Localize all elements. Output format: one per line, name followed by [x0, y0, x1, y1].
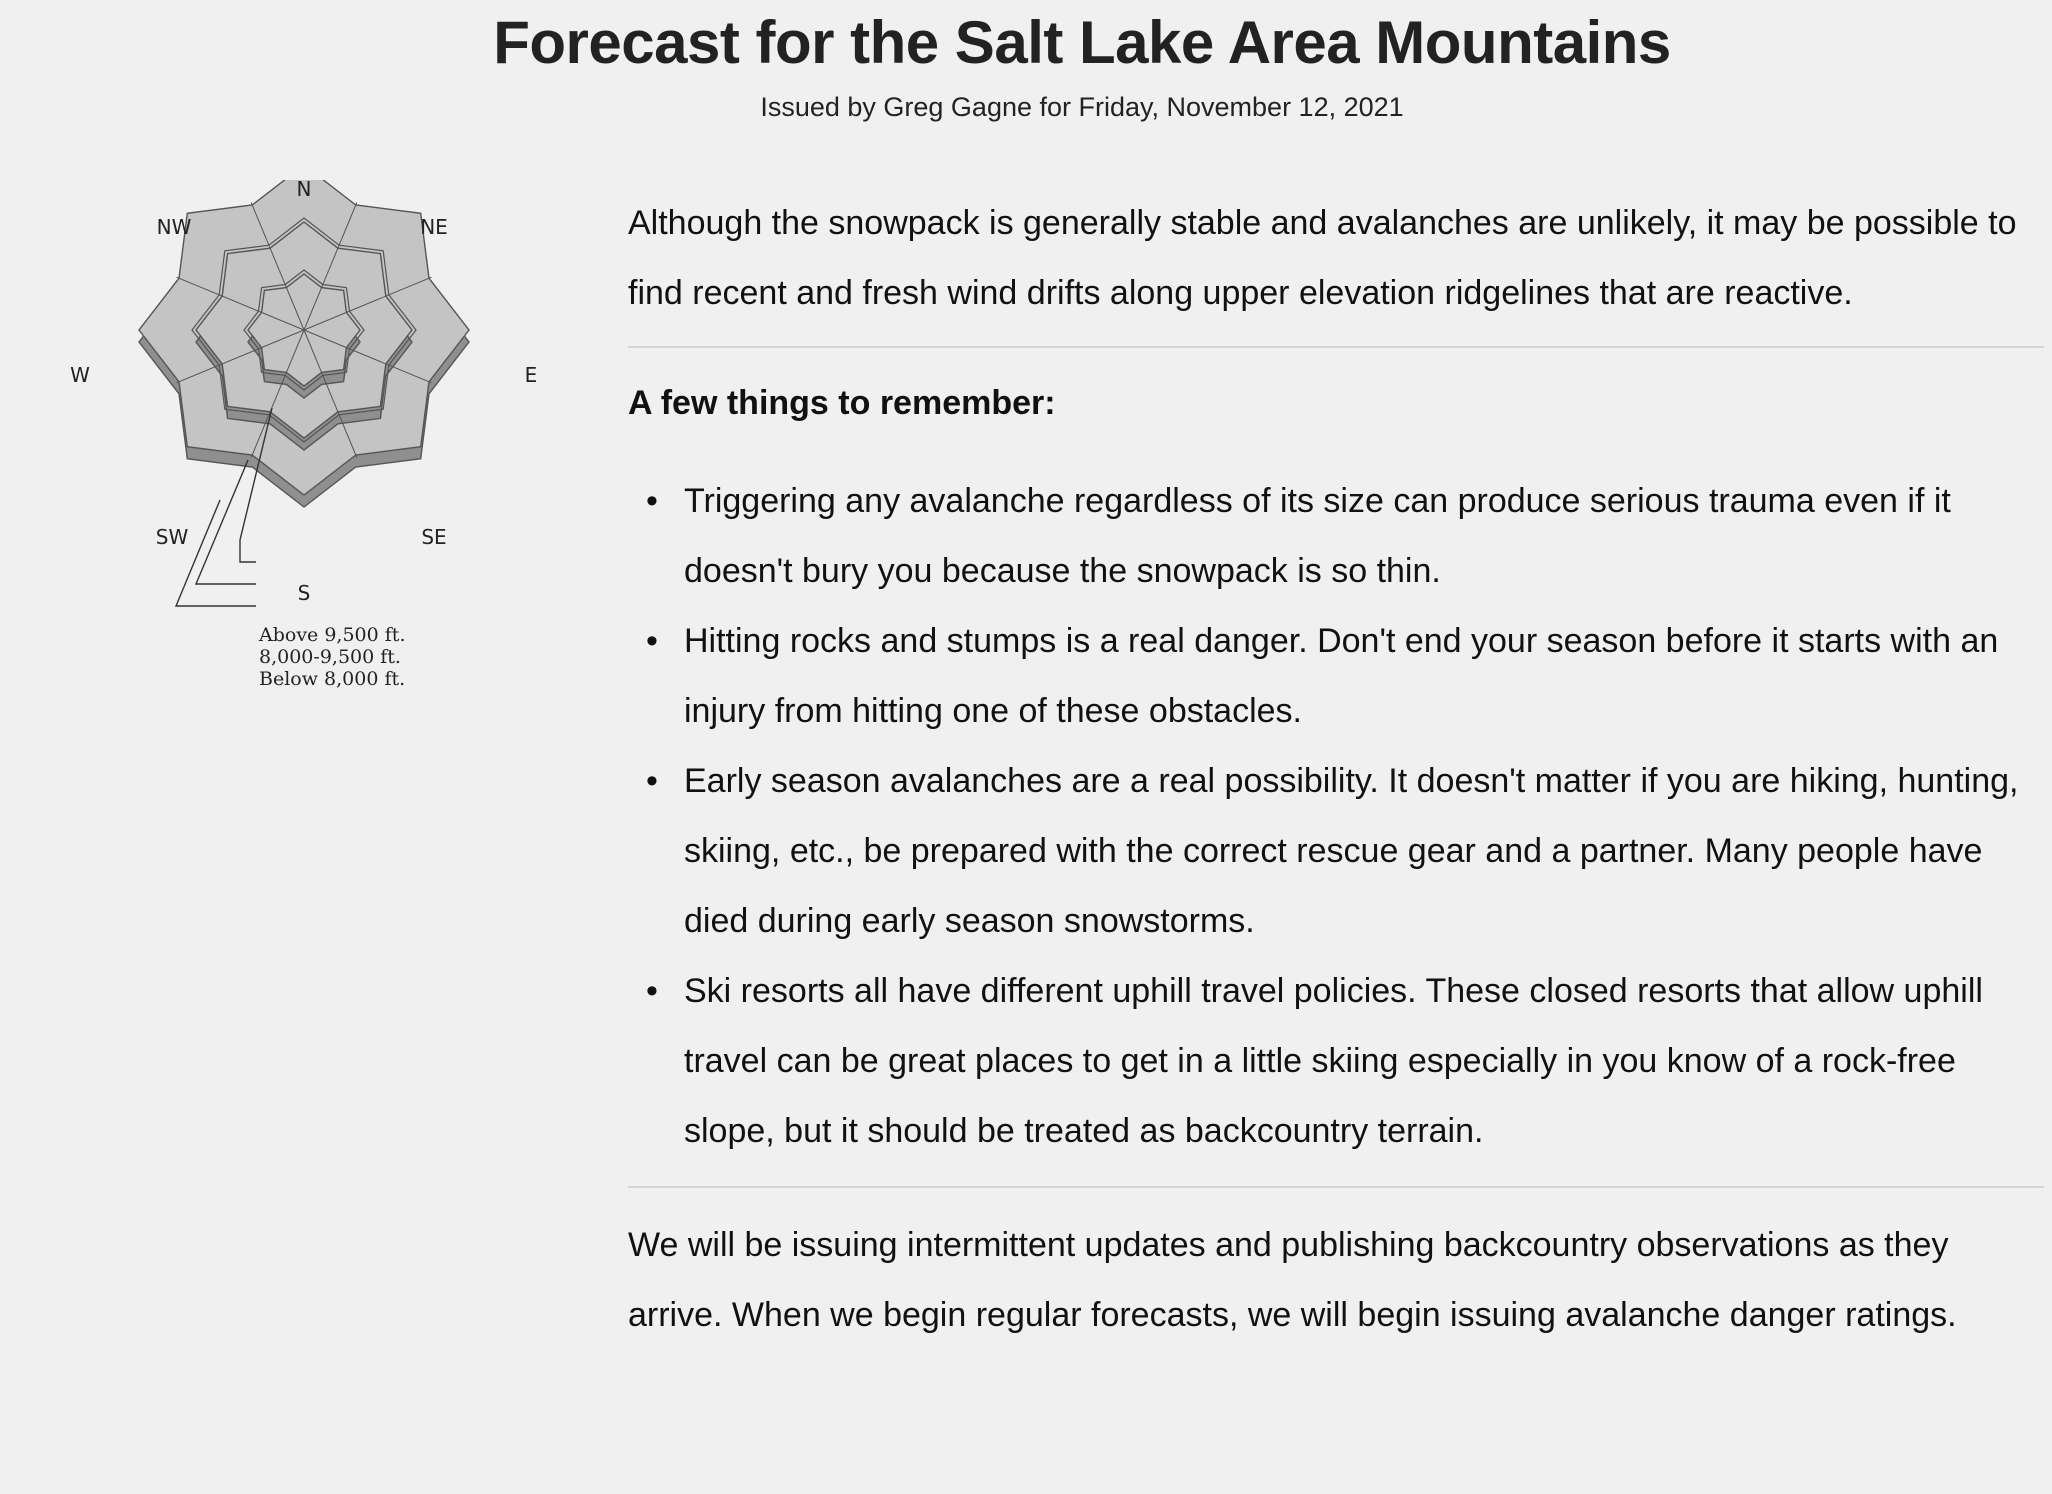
rose-dir-e: E	[524, 363, 538, 387]
list-item: • Ski resorts all have different uphill travel policies. These closed resorts that allow uphill travel can be great places to get in a little skiing especially in you know of a rock-free slope, but it should be treated as backcountry terrain.	[628, 956, 2044, 1166]
forecast-content	[628, 188, 2044, 1350]
bullet: •	[646, 972, 658, 1010]
remember-heading: A few things to remember:	[628, 384, 1056, 422]
legend-below: Below 8,000 ft.	[259, 668, 406, 690]
bullet: •	[646, 622, 658, 660]
list-item: • Early season avalanches are a real possibility. It doesn't matter if you are hiking, hunting, skiing, etc., be prepared with the correct rescue gear and a partner. Many people have died during early season snowstorms.	[628, 746, 2044, 956]
page-title: Forecast for the Salt Lake Area Mountains	[493, 9, 1671, 76]
rose-dir-sw: SW	[155, 525, 189, 549]
list-item: • Triggering any avalanche regardless of its size can produce serious trauma even if it doesn't bury you because the snowpack is so thin.	[628, 466, 2044, 606]
remember-list	[628, 466, 2044, 1166]
bullet: •	[646, 762, 658, 800]
divider	[628, 346, 2044, 348]
legend-middle: 8,000-9,500 ft.	[259, 646, 401, 668]
rose-dir-nw: NW	[156, 215, 192, 239]
list-item: • Hitting rocks and stumps is a real danger. Don't end your season before it starts with an injury from hitting one of these obstacles.	[628, 606, 2044, 746]
bullet: •	[646, 482, 658, 520]
forecast-summary: Although the snowpack is generally stable and avalanches are unlikely, it may be possible to find recent and fresh wind drifts along upper elevation ridgelines that are reactive.	[628, 204, 2017, 312]
closing-paragraph: We will be issuing intermittent updates and publishing backcountry observations as they arrive. When we begin regular forecasts, we will begin issuing avalanche danger ratings.	[628, 1226, 1957, 1334]
issued-byline: Issued by Greg Gagne for Friday, November 12, 2021	[760, 92, 1404, 122]
rose-dir-s: S	[297, 581, 311, 605]
rose-dir-w: W	[70, 363, 90, 387]
legend-above: Above 9,500 ft.	[259, 624, 406, 646]
rose-dir-ne: NE	[420, 215, 448, 239]
rose-dir-n: N	[296, 180, 312, 201]
rose-dir-se: SE	[421, 525, 447, 549]
danger-rose	[60, 180, 580, 720]
divider	[628, 1186, 2044, 1188]
